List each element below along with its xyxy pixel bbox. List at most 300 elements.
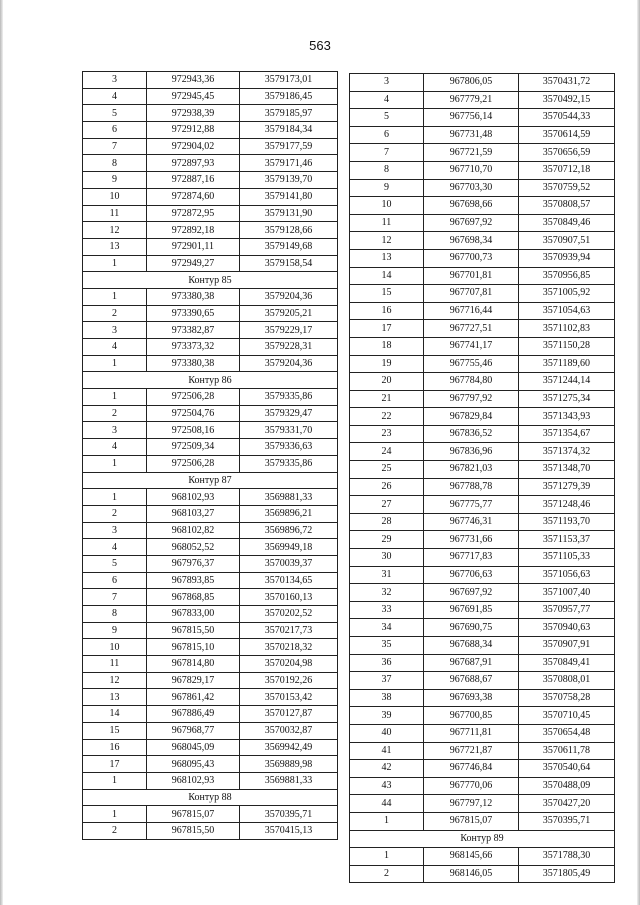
point-number-cell: 7 xyxy=(83,589,147,606)
table-row xyxy=(83,122,338,139)
point-number-cell: 15 xyxy=(350,285,424,303)
x-coordinate-cell: 967829,84 xyxy=(424,408,519,426)
x-coordinate-cell: 972874,60 xyxy=(147,188,240,205)
x-coordinate-cell: 967829,17 xyxy=(147,672,240,689)
x-coordinate-cell: 967731,48 xyxy=(424,126,519,144)
y-coordinate-cell: 3571374,32 xyxy=(519,443,615,461)
x-coordinate-cell: 967815,10 xyxy=(147,639,240,656)
point-number-cell: 2 xyxy=(350,865,424,883)
contour-header-row xyxy=(350,830,615,848)
point-number-cell: 42 xyxy=(350,760,424,778)
x-coordinate-cell: 967690,75 xyxy=(424,619,519,637)
y-coordinate-cell: 3570127,87 xyxy=(240,706,338,723)
y-coordinate-cell: 3579128,66 xyxy=(240,222,338,239)
x-coordinate-cell: 967746,84 xyxy=(424,760,519,778)
table-row xyxy=(350,197,615,215)
table-row xyxy=(350,355,615,373)
x-coordinate-cell: 967693,38 xyxy=(424,689,519,707)
point-number-cell: 10 xyxy=(83,639,147,656)
y-coordinate-cell: 3570808,57 xyxy=(519,197,615,215)
table-row xyxy=(350,74,615,92)
y-coordinate-cell: 3570956,85 xyxy=(519,267,615,285)
y-coordinate-cell: 3570758,28 xyxy=(519,689,615,707)
point-number-cell: 28 xyxy=(350,513,424,531)
point-number-cell: 1 xyxy=(83,389,147,406)
x-coordinate-cell: 968095,43 xyxy=(147,756,240,773)
x-coordinate-cell: 967836,96 xyxy=(424,443,519,461)
x-coordinate-cell: 967710,70 xyxy=(424,161,519,179)
y-coordinate-cell: 3579229,17 xyxy=(240,322,338,339)
x-coordinate-cell: 967703,30 xyxy=(424,179,519,197)
y-coordinate-cell: 3579171,46 xyxy=(240,155,338,172)
y-coordinate-cell: 3579186,45 xyxy=(240,88,338,105)
table-row xyxy=(83,672,338,689)
point-number-cell: 1 xyxy=(350,848,424,866)
table-row xyxy=(350,302,615,320)
y-coordinate-cell: 3570614,59 xyxy=(519,126,615,144)
y-coordinate-cell: 3571805,49 xyxy=(519,865,615,883)
x-coordinate-cell: 972506,28 xyxy=(147,455,240,472)
table-row xyxy=(83,138,338,155)
table-row xyxy=(350,320,615,338)
y-coordinate-cell: 3570488,09 xyxy=(519,777,615,795)
point-number-cell: 1 xyxy=(83,288,147,305)
x-coordinate-cell: 967815,50 xyxy=(147,822,240,839)
table-row xyxy=(83,389,338,406)
point-number-cell: 9 xyxy=(350,179,424,197)
x-coordinate-cell: 967806,05 xyxy=(424,74,519,92)
point-number-cell: 14 xyxy=(350,267,424,285)
y-coordinate-cell: 3570957,77 xyxy=(519,601,615,619)
point-number-cell: 43 xyxy=(350,777,424,795)
x-coordinate-cell: 967815,50 xyxy=(147,622,240,639)
point-number-cell: 12 xyxy=(83,672,147,689)
table-row xyxy=(83,555,338,572)
x-coordinate-cell: 967868,85 xyxy=(147,589,240,606)
x-coordinate-cell: 968052,52 xyxy=(147,539,240,556)
x-coordinate-cell: 967700,73 xyxy=(424,249,519,267)
y-coordinate-cell: 3570611,78 xyxy=(519,742,615,760)
y-coordinate-cell: 3570907,51 xyxy=(519,232,615,250)
y-coordinate-cell: 3570712,18 xyxy=(519,161,615,179)
y-coordinate-cell: 3570032,87 xyxy=(240,722,338,739)
table-row xyxy=(350,337,615,355)
y-coordinate-cell: 3571244,14 xyxy=(519,373,615,391)
y-coordinate-cell: 3570492,15 xyxy=(519,91,615,109)
x-coordinate-cell: 973380,38 xyxy=(147,355,240,372)
y-coordinate-cell: 3579205,21 xyxy=(240,305,338,322)
table-row xyxy=(83,522,338,539)
point-number-cell: 13 xyxy=(350,249,424,267)
y-coordinate-cell: 3570939,94 xyxy=(519,249,615,267)
y-coordinate-cell: 3571343,93 xyxy=(519,408,615,426)
table-row xyxy=(83,722,338,739)
y-coordinate-cell: 3571348,70 xyxy=(519,461,615,479)
table-row xyxy=(350,496,615,514)
point-number-cell: 16 xyxy=(83,739,147,756)
x-coordinate-cell: 967721,59 xyxy=(424,144,519,162)
y-coordinate-cell: 3570907,91 xyxy=(519,637,615,655)
y-coordinate-cell: 3570153,42 xyxy=(240,689,338,706)
coordinates-table-right xyxy=(349,73,615,883)
table-row xyxy=(350,91,615,109)
table-row xyxy=(83,422,338,439)
x-coordinate-cell: 967697,92 xyxy=(424,214,519,232)
table-row xyxy=(83,572,338,589)
y-coordinate-cell: 3579329,47 xyxy=(240,405,338,422)
y-coordinate-cell: 3570759,52 xyxy=(519,179,615,197)
x-coordinate-cell: 967697,92 xyxy=(424,584,519,602)
y-coordinate-cell: 3570134,65 xyxy=(240,572,338,589)
table-row xyxy=(83,405,338,422)
table-row xyxy=(350,619,615,637)
table-row xyxy=(83,255,338,272)
x-coordinate-cell: 967756,14 xyxy=(424,109,519,127)
table-row xyxy=(350,672,615,690)
contour-label: Контур 87 xyxy=(83,472,338,489)
x-coordinate-cell: 973390,65 xyxy=(147,305,240,322)
point-number-cell: 34 xyxy=(350,619,424,637)
point-number-cell: 17 xyxy=(350,320,424,338)
x-coordinate-cell: 972912,88 xyxy=(147,122,240,139)
x-coordinate-cell: 967784,80 xyxy=(424,373,519,391)
y-coordinate-cell: 3569889,98 xyxy=(240,756,338,773)
x-coordinate-cell: 972901,11 xyxy=(147,238,240,255)
x-coordinate-cell: 972943,36 xyxy=(147,72,240,89)
table-row xyxy=(83,205,338,222)
x-coordinate-cell: 972887,16 xyxy=(147,172,240,189)
table-row xyxy=(350,179,615,197)
point-number-cell: 1 xyxy=(83,806,147,823)
table-row xyxy=(83,305,338,322)
point-number-cell: 2 xyxy=(83,305,147,322)
x-coordinate-cell: 968102,93 xyxy=(147,772,240,789)
x-coordinate-cell: 967711,81 xyxy=(424,724,519,742)
x-coordinate-cell: 967700,85 xyxy=(424,707,519,725)
y-coordinate-cell: 3569896,21 xyxy=(240,505,338,522)
y-coordinate-cell: 3570940,63 xyxy=(519,619,615,637)
y-coordinate-cell: 3570192,26 xyxy=(240,672,338,689)
y-coordinate-cell: 3571788,30 xyxy=(519,848,615,866)
point-number-cell: 14 xyxy=(83,706,147,723)
x-coordinate-cell: 967688,34 xyxy=(424,637,519,655)
table-row xyxy=(83,288,338,305)
point-number-cell: 12 xyxy=(350,232,424,250)
table-row xyxy=(350,795,615,813)
x-coordinate-cell: 967755,46 xyxy=(424,355,519,373)
x-coordinate-cell: 967691,85 xyxy=(424,601,519,619)
point-number-cell: 24 xyxy=(350,443,424,461)
point-number-cell: 30 xyxy=(350,549,424,567)
point-number-cell: 11 xyxy=(83,656,147,673)
x-coordinate-cell: 972509,34 xyxy=(147,439,240,456)
y-coordinate-cell: 3579204,36 xyxy=(240,355,338,372)
table-row xyxy=(350,601,615,619)
table-row xyxy=(83,339,338,356)
y-coordinate-cell: 3571056,63 xyxy=(519,566,615,584)
y-coordinate-cell: 3571279,39 xyxy=(519,478,615,496)
point-number-cell: 6 xyxy=(83,122,147,139)
point-number-cell: 9 xyxy=(83,622,147,639)
point-number-cell: 37 xyxy=(350,672,424,690)
x-coordinate-cell: 972949,27 xyxy=(147,255,240,272)
point-number-cell: 4 xyxy=(83,439,147,456)
table-row xyxy=(83,455,338,472)
x-coordinate-cell: 967717,83 xyxy=(424,549,519,567)
x-coordinate-cell: 967741,17 xyxy=(424,337,519,355)
point-number-cell: 13 xyxy=(83,238,147,255)
x-coordinate-cell: 967770,06 xyxy=(424,777,519,795)
x-coordinate-cell: 967788,78 xyxy=(424,478,519,496)
x-coordinate-cell: 967701,81 xyxy=(424,267,519,285)
x-coordinate-cell: 972904,02 xyxy=(147,138,240,155)
point-number-cell: 4 xyxy=(350,91,424,109)
x-coordinate-cell: 967687,91 xyxy=(424,654,519,672)
x-coordinate-cell: 968146,05 xyxy=(424,865,519,883)
y-coordinate-cell: 3571105,33 xyxy=(519,549,615,567)
point-number-cell: 4 xyxy=(83,339,147,356)
x-coordinate-cell: 973382,87 xyxy=(147,322,240,339)
table-row xyxy=(83,639,338,656)
y-coordinate-cell: 3570540,64 xyxy=(519,760,615,778)
point-number-cell: 22 xyxy=(350,408,424,426)
table-row xyxy=(83,222,338,239)
point-number-cell: 1 xyxy=(350,812,424,830)
x-coordinate-cell: 968145,66 xyxy=(424,848,519,866)
table-row xyxy=(83,539,338,556)
table-row xyxy=(350,126,615,144)
coordinates-table-left xyxy=(82,71,338,840)
y-coordinate-cell: 3579331,70 xyxy=(240,422,338,439)
point-number-cell: 40 xyxy=(350,724,424,742)
y-coordinate-cell: 3571007,40 xyxy=(519,584,615,602)
x-coordinate-cell: 972504,76 xyxy=(147,405,240,422)
y-coordinate-cell: 3579177,59 xyxy=(240,138,338,155)
table-row xyxy=(83,689,338,706)
point-number-cell: 2 xyxy=(83,405,147,422)
page-edge-left xyxy=(0,0,3,905)
table-row xyxy=(350,777,615,795)
y-coordinate-cell: 3570808,01 xyxy=(519,672,615,690)
x-coordinate-cell: 967836,52 xyxy=(424,425,519,443)
table-row xyxy=(83,155,338,172)
y-coordinate-cell: 3569881,33 xyxy=(240,772,338,789)
table-row xyxy=(350,760,615,778)
y-coordinate-cell: 3569949,18 xyxy=(240,539,338,556)
y-coordinate-cell: 3570218,32 xyxy=(240,639,338,656)
x-coordinate-cell: 967698,66 xyxy=(424,197,519,215)
point-number-cell: 3 xyxy=(83,422,147,439)
x-coordinate-cell: 967706,63 xyxy=(424,566,519,584)
x-coordinate-cell: 967721,87 xyxy=(424,742,519,760)
table-row xyxy=(350,566,615,584)
table-row xyxy=(350,232,615,250)
table-row xyxy=(350,161,615,179)
x-coordinate-cell: 967775,77 xyxy=(424,496,519,514)
point-number-cell: 2 xyxy=(83,822,147,839)
point-number-cell: 15 xyxy=(83,722,147,739)
point-number-cell: 17 xyxy=(83,756,147,773)
contour-label: Контур 86 xyxy=(83,372,338,389)
point-number-cell: 12 xyxy=(83,222,147,239)
y-coordinate-cell: 3571150,28 xyxy=(519,337,615,355)
table-row xyxy=(83,739,338,756)
table-row xyxy=(350,443,615,461)
table-row xyxy=(350,584,615,602)
y-coordinate-cell: 3579141,80 xyxy=(240,188,338,205)
x-coordinate-cell: 968102,93 xyxy=(147,489,240,506)
y-coordinate-cell: 3579228,31 xyxy=(240,339,338,356)
x-coordinate-cell: 967833,00 xyxy=(147,606,240,623)
x-coordinate-cell: 967698,34 xyxy=(424,232,519,250)
point-number-cell: 4 xyxy=(83,88,147,105)
point-number-cell: 1 xyxy=(83,489,147,506)
table-row xyxy=(350,812,615,830)
point-number-cell: 6 xyxy=(83,572,147,589)
point-number-cell: 8 xyxy=(350,161,424,179)
y-coordinate-cell: 3571275,34 xyxy=(519,390,615,408)
point-number-cell: 1 xyxy=(83,772,147,789)
table-row xyxy=(350,214,615,232)
y-coordinate-cell: 3570039,37 xyxy=(240,555,338,572)
x-coordinate-cell: 967797,12 xyxy=(424,795,519,813)
point-number-cell: 44 xyxy=(350,795,424,813)
y-coordinate-cell: 3579184,34 xyxy=(240,122,338,139)
x-coordinate-cell: 968102,82 xyxy=(147,522,240,539)
table-row xyxy=(350,848,615,866)
x-coordinate-cell: 967731,66 xyxy=(424,531,519,549)
contour-label: Контур 88 xyxy=(83,789,338,806)
y-coordinate-cell: 3571005,92 xyxy=(519,285,615,303)
point-number-cell: 10 xyxy=(350,197,424,215)
point-number-cell: 3 xyxy=(83,72,147,89)
table-row xyxy=(350,689,615,707)
x-coordinate-cell: 967968,77 xyxy=(147,722,240,739)
point-number-cell: 1 xyxy=(83,255,147,272)
y-coordinate-cell: 3570710,45 xyxy=(519,707,615,725)
point-number-cell: 2 xyxy=(83,505,147,522)
y-coordinate-cell: 3579173,01 xyxy=(240,72,338,89)
y-coordinate-cell: 3569881,33 xyxy=(240,489,338,506)
y-coordinate-cell: 3571189,60 xyxy=(519,355,615,373)
x-coordinate-cell: 972945,45 xyxy=(147,88,240,105)
x-coordinate-cell: 967688,67 xyxy=(424,672,519,690)
y-coordinate-cell: 3570217,73 xyxy=(240,622,338,639)
contour-header-row xyxy=(83,372,338,389)
table-row xyxy=(350,707,615,725)
table-row xyxy=(350,865,615,883)
table-row xyxy=(350,390,615,408)
table-row xyxy=(350,513,615,531)
x-coordinate-cell: 967727,51 xyxy=(424,320,519,338)
point-number-cell: 20 xyxy=(350,373,424,391)
point-number-cell: 21 xyxy=(350,390,424,408)
table-row xyxy=(83,355,338,372)
y-coordinate-cell: 3569896,72 xyxy=(240,522,338,539)
x-coordinate-cell: 967746,31 xyxy=(424,513,519,531)
table-row xyxy=(83,806,338,823)
point-number-cell: 11 xyxy=(83,205,147,222)
table-row xyxy=(350,249,615,267)
point-number-cell: 27 xyxy=(350,496,424,514)
contour-header-row xyxy=(83,472,338,489)
x-coordinate-cell: 967821,03 xyxy=(424,461,519,479)
table-row xyxy=(350,144,615,162)
point-number-cell: 13 xyxy=(83,689,147,706)
y-coordinate-cell: 3571054,63 xyxy=(519,302,615,320)
y-coordinate-cell: 3570427,20 xyxy=(519,795,615,813)
x-coordinate-cell: 968045,09 xyxy=(147,739,240,756)
table-row xyxy=(83,88,338,105)
table-row xyxy=(350,425,615,443)
point-number-cell: 5 xyxy=(83,105,147,122)
table-row xyxy=(83,706,338,723)
table-row xyxy=(350,654,615,672)
point-number-cell: 5 xyxy=(83,555,147,572)
x-coordinate-cell: 972508,16 xyxy=(147,422,240,439)
contour-header-row xyxy=(83,272,338,289)
y-coordinate-cell: 3569942,49 xyxy=(240,739,338,756)
point-number-cell: 3 xyxy=(83,322,147,339)
point-number-cell: 18 xyxy=(350,337,424,355)
page-number: 563 xyxy=(309,38,331,53)
table-row xyxy=(350,742,615,760)
y-coordinate-cell: 3579185,97 xyxy=(240,105,338,122)
table-row xyxy=(83,772,338,789)
point-number-cell: 3 xyxy=(350,74,424,92)
y-coordinate-cell: 3570202,52 xyxy=(240,606,338,623)
table-row xyxy=(83,505,338,522)
x-coordinate-cell: 967716,44 xyxy=(424,302,519,320)
table-row xyxy=(350,478,615,496)
y-coordinate-cell: 3570204,98 xyxy=(240,656,338,673)
x-coordinate-cell: 972506,28 xyxy=(147,389,240,406)
x-coordinate-cell: 968103,27 xyxy=(147,505,240,522)
point-number-cell: 10 xyxy=(83,188,147,205)
y-coordinate-cell: 3571193,70 xyxy=(519,513,615,531)
point-number-cell: 26 xyxy=(350,478,424,496)
table-row xyxy=(350,267,615,285)
point-number-cell: 8 xyxy=(83,606,147,623)
table-row xyxy=(350,461,615,479)
point-number-cell: 7 xyxy=(83,138,147,155)
x-coordinate-cell: 967814,80 xyxy=(147,656,240,673)
table-row xyxy=(83,172,338,189)
point-number-cell: 39 xyxy=(350,707,424,725)
x-coordinate-cell: 973380,38 xyxy=(147,288,240,305)
y-coordinate-cell: 3579131,90 xyxy=(240,205,338,222)
point-number-cell: 5 xyxy=(350,109,424,127)
point-number-cell: 41 xyxy=(350,742,424,760)
point-number-cell: 25 xyxy=(350,461,424,479)
table-row xyxy=(350,531,615,549)
table-row xyxy=(350,109,615,127)
point-number-cell: 11 xyxy=(350,214,424,232)
table-row xyxy=(83,105,338,122)
table-row xyxy=(83,188,338,205)
x-coordinate-cell: 967861,42 xyxy=(147,689,240,706)
y-coordinate-cell: 3579149,68 xyxy=(240,238,338,255)
y-coordinate-cell: 3570849,41 xyxy=(519,654,615,672)
point-number-cell: 29 xyxy=(350,531,424,549)
x-coordinate-cell: 967779,21 xyxy=(424,91,519,109)
x-coordinate-cell: 972872,95 xyxy=(147,205,240,222)
contour-label: Контур 85 xyxy=(83,272,338,289)
table-row xyxy=(83,589,338,606)
y-coordinate-cell: 3579335,86 xyxy=(240,455,338,472)
point-number-cell: 19 xyxy=(350,355,424,373)
point-number-cell: 1 xyxy=(83,455,147,472)
